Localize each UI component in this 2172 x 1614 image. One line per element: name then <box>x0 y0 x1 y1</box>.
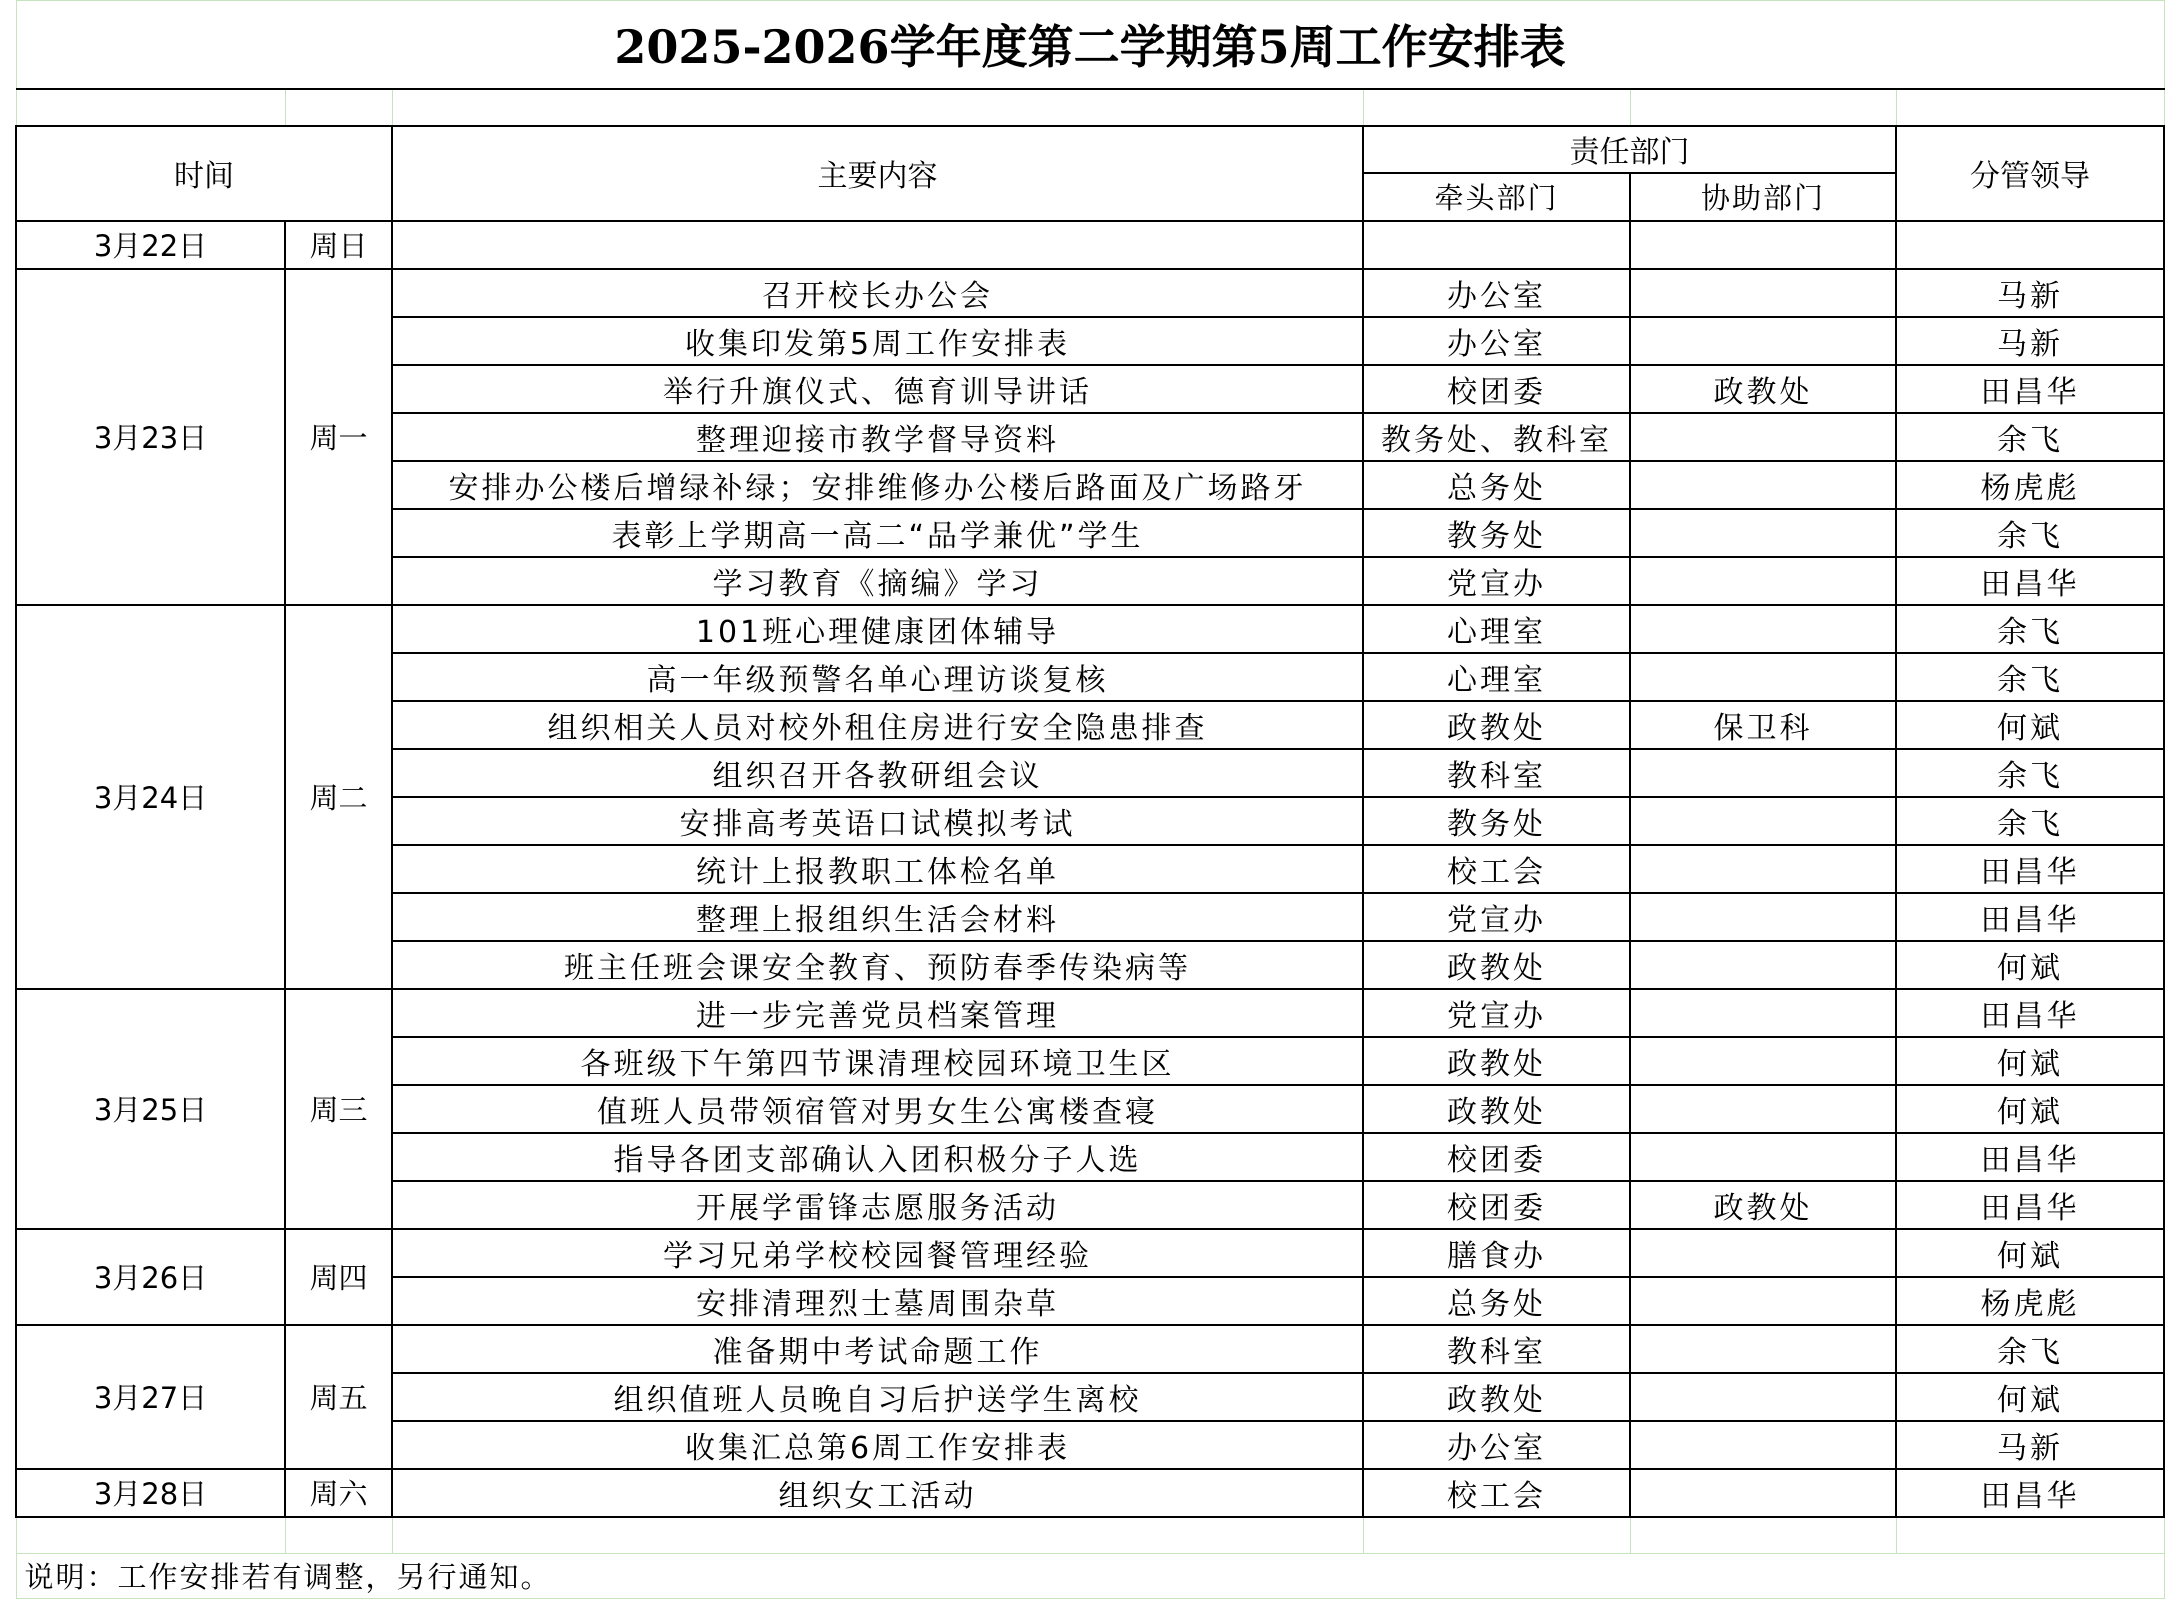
leader-cell[interactable]: 田昌华 <box>1896 845 2164 893</box>
content-cell[interactable]: 收集印发第5周工作安排表 <box>392 317 1363 365</box>
leader-cell[interactable]: 杨虎彪 <box>1896 1277 2164 1325</box>
schedule-row <box>16 1325 2164 1373</box>
weekday-cell[interactable]: 周一 <box>285 269 392 605</box>
date-cell[interactable]: 3月27日 <box>16 1325 285 1469</box>
empty-cell[interactable] <box>392 89 1363 126</box>
assist-dept-cell[interactable] <box>1630 1133 1896 1181</box>
content-cell[interactable]: 组织相关人员对校外租住房进行安全隐患排查 <box>392 701 1363 749</box>
header-leader: 分管领导 <box>1896 126 2164 221</box>
assist-dept-cell[interactable] <box>1630 509 1896 557</box>
content-cell[interactable]: 安排清理烈士墓周围杂草 <box>392 1277 1363 1325</box>
content-cell[interactable]: 召开校长办公会 <box>392 269 1363 317</box>
assist-dept-cell[interactable] <box>1630 845 1896 893</box>
lead-dept-cell[interactable]: 校团委 <box>1363 1133 1630 1181</box>
assist-dept-cell[interactable] <box>1630 749 1896 797</box>
content-cell[interactable]: 组织值班人员晚自习后护送学生离校 <box>392 1373 1363 1421</box>
weekday-cell[interactable]: 周三 <box>285 989 392 1229</box>
leader-cell[interactable]: 何斌 <box>1896 701 2164 749</box>
assist-dept-cell[interactable] <box>1630 1469 1896 1517</box>
lead-dept-cell[interactable]: 政教处 <box>1363 701 1630 749</box>
leader-cell[interactable]: 余飞 <box>1896 1325 2164 1373</box>
lead-dept-cell[interactable]: 党宣办 <box>1363 893 1630 941</box>
leader-cell[interactable]: 余飞 <box>1896 653 2164 701</box>
lead-dept-cell[interactable]: 总务处 <box>1363 461 1630 509</box>
empty-cell[interactable] <box>1630 1517 1896 1554</box>
assist-dept-cell[interactable] <box>1630 269 1896 317</box>
leader-cell[interactable]: 杨虎彪 <box>1896 461 2164 509</box>
content-cell[interactable]: 安排高考英语口试模拟考试 <box>392 797 1363 845</box>
leader-cell[interactable]: 田昌华 <box>1896 1469 2164 1517</box>
lead-dept-cell[interactable]: 教务处、教科室 <box>1363 413 1630 461</box>
content-cell[interactable]: 组织召开各教研组会议 <box>392 749 1363 797</box>
content-cell[interactable]: 准备期中考试命题工作 <box>392 1325 1363 1373</box>
leader-cell[interactable]: 田昌华 <box>1896 1181 2164 1229</box>
content-cell[interactable]: 值班人员带领宿管对男女生公寓楼查寝 <box>392 1085 1363 1133</box>
content-cell[interactable]: 统计上报教职工体检名单 <box>392 845 1363 893</box>
lead-dept-cell[interactable]: 教科室 <box>1363 1325 1630 1373</box>
content-cell[interactable]: 举行升旗仪式、德育训导讲话 <box>392 365 1363 413</box>
lead-dept-cell[interactable]: 总务处 <box>1363 1277 1630 1325</box>
date-cell[interactable]: 3月22日 <box>16 221 285 269</box>
date-cell[interactable]: 3月28日 <box>16 1469 285 1517</box>
content-cell[interactable]: 进一步完善党员档案管理 <box>392 989 1363 1037</box>
empty-cell[interactable] <box>392 1517 1363 1554</box>
content-cell[interactable]: 开展学雷锋志愿服务活动 <box>392 1181 1363 1229</box>
schedule-row <box>16 605 2164 653</box>
empty-cell[interactable] <box>1363 89 1630 126</box>
leader-cell[interactable]: 何斌 <box>1896 1037 2164 1085</box>
lead-dept-cell[interactable]: 校工会 <box>1363 845 1630 893</box>
lead-dept-cell[interactable]: 膳食办 <box>1363 1229 1630 1277</box>
leader-cell[interactable]: 田昌华 <box>1896 557 2164 605</box>
assist-dept-cell[interactable] <box>1630 893 1896 941</box>
leader-cell[interactable]: 余飞 <box>1896 797 2164 845</box>
assist-dept-cell[interactable] <box>1630 221 1896 269</box>
content-cell[interactable]: 指导各团支部确认入团积极分子人选 <box>392 1133 1363 1181</box>
date-cell[interactable]: 3月24日 <box>16 605 285 989</box>
schedule-row <box>16 989 2164 1037</box>
lead-dept-cell[interactable]: 办公室 <box>1363 317 1630 365</box>
schedule-row <box>16 269 2164 317</box>
leader-cell[interactable]: 余飞 <box>1896 413 2164 461</box>
lead-dept-cell[interactable]: 校团委 <box>1363 1181 1630 1229</box>
leader-cell[interactable]: 田昌华 <box>1896 1133 2164 1181</box>
lead-dept-cell[interactable]: 办公室 <box>1363 269 1630 317</box>
assist-dept-cell[interactable] <box>1630 1325 1896 1373</box>
lead-dept-cell[interactable]: 政教处 <box>1363 1085 1630 1133</box>
empty-cell[interactable] <box>1896 1517 2164 1554</box>
schedule-table <box>15 0 2165 1599</box>
assist-dept-cell[interactable] <box>1630 1085 1896 1133</box>
content-cell[interactable]: 班主任班会课安全教育、预防春季传染病等 <box>392 941 1363 989</box>
content-cell[interactable]: 整理上报组织生活会材料 <box>392 893 1363 941</box>
lead-dept-cell[interactable]: 心理室 <box>1363 605 1630 653</box>
lead-dept-cell[interactable]: 政教处 <box>1363 941 1630 989</box>
assist-dept-cell[interactable] <box>1630 1421 1896 1469</box>
lead-dept-cell[interactable] <box>1363 221 1630 269</box>
content-cell[interactable] <box>392 221 1363 269</box>
assist-dept-cell[interactable] <box>1630 989 1896 1037</box>
leader-cell[interactable]: 余飞 <box>1896 749 2164 797</box>
lead-dept-cell[interactable]: 心理室 <box>1363 653 1630 701</box>
assist-dept-cell[interactable] <box>1630 317 1896 365</box>
assist-dept-cell[interactable]: 保卫科 <box>1630 701 1896 749</box>
leader-cell[interactable]: 田昌华 <box>1896 365 2164 413</box>
assist-dept-cell[interactable] <box>1630 1229 1896 1277</box>
empty-cell[interactable] <box>16 1517 285 1554</box>
lead-dept-cell[interactable]: 党宣办 <box>1363 557 1630 605</box>
weekday-cell[interactable]: 周六 <box>285 1469 392 1517</box>
assist-dept-cell[interactable] <box>1630 413 1896 461</box>
leader-cell[interactable]: 何斌 <box>1896 1229 2164 1277</box>
leader-cell[interactable]: 何斌 <box>1896 1085 2164 1133</box>
content-cell[interactable]: 整理迎接市教学督导资料 <box>392 413 1363 461</box>
leader-cell[interactable]: 余飞 <box>1896 509 2164 557</box>
lead-dept-cell[interactable]: 党宣办 <box>1363 989 1630 1037</box>
schedule-row <box>16 1229 2164 1277</box>
content-cell[interactable]: 安排办公楼后增绿补绿；安排维修办公楼后路面及广场路牙 <box>392 461 1363 509</box>
assist-dept-cell[interactable] <box>1630 461 1896 509</box>
leader-cell[interactable]: 马新 <box>1896 269 2164 317</box>
assist-dept-cell[interactable] <box>1630 797 1896 845</box>
assist-dept-cell[interactable] <box>1630 1277 1896 1325</box>
header-time: 时间 <box>16 126 392 221</box>
header-assist-dept: 协助部门 <box>1630 173 1896 221</box>
lead-dept-cell[interactable]: 政教处 <box>1363 1037 1630 1085</box>
header-content: 主要内容 <box>392 126 1363 221</box>
assist-dept-cell[interactable] <box>1630 653 1896 701</box>
leader-cell[interactable]: 马新 <box>1896 317 2164 365</box>
assist-dept-cell[interactable] <box>1630 557 1896 605</box>
schedule-row <box>16 1469 2164 1517</box>
lead-dept-cell[interactable]: 教务处 <box>1363 797 1630 845</box>
leader-cell[interactable]: 余飞 <box>1896 605 2164 653</box>
assist-dept-cell[interactable] <box>1630 605 1896 653</box>
leader-cell[interactable]: 何斌 <box>1896 1373 2164 1421</box>
weekday-cell[interactable]: 周日 <box>285 221 392 269</box>
assist-dept-cell[interactable] <box>1630 1037 1896 1085</box>
header-responsible-dept: 责任部门 <box>1363 126 1896 173</box>
lead-dept-cell[interactable]: 教务处 <box>1363 509 1630 557</box>
weekday-cell[interactable]: 周五 <box>285 1325 392 1469</box>
empty-cell[interactable] <box>285 89 392 126</box>
content-cell[interactable]: 组织女工活动 <box>392 1469 1363 1517</box>
content-cell[interactable]: 各班级下午第四节课清理校园环境卫生区 <box>392 1037 1363 1085</box>
empty-cell[interactable] <box>1363 1517 1630 1554</box>
content-cell[interactable]: 学习教育《摘编》学习 <box>392 557 1363 605</box>
leader-cell[interactable]: 田昌华 <box>1896 989 2164 1037</box>
leader-cell[interactable]: 马新 <box>1896 1421 2164 1469</box>
content-cell[interactable]: 101班心理健康团体辅导 <box>392 605 1363 653</box>
content-cell[interactable]: 高一年级预警名单心理访谈复核 <box>392 653 1363 701</box>
empty-cell[interactable] <box>1896 89 2164 126</box>
lead-dept-cell[interactable]: 政教处 <box>1363 1373 1630 1421</box>
content-cell[interactable]: 收集汇总第6周工作安排表 <box>392 1421 1363 1469</box>
empty-cell[interactable] <box>285 1517 392 1554</box>
content-cell[interactable]: 学习兄弟学校校园餐管理经验 <box>392 1229 1363 1277</box>
empty-cell[interactable] <box>1630 89 1896 126</box>
assist-dept-cell[interactable]: 政教处 <box>1630 1181 1896 1229</box>
assist-dept-cell[interactable] <box>1630 1373 1896 1421</box>
leader-cell[interactable]: 田昌华 <box>1896 893 2164 941</box>
note-text: 说明：工作安排若有调整，另行通知。 <box>16 1553 2164 1598</box>
lead-dept-cell[interactable]: 教科室 <box>1363 749 1630 797</box>
header-lead-dept: 牵头部门 <box>1363 173 1630 221</box>
leader-cell[interactable] <box>1896 221 2164 269</box>
empty-cell[interactable] <box>16 89 285 126</box>
date-cell[interactable]: 3月26日 <box>16 1229 285 1325</box>
lead-dept-cell[interactable]: 办公室 <box>1363 1421 1630 1469</box>
schedule-row <box>16 221 2164 269</box>
lead-dept-cell[interactable]: 校团委 <box>1363 365 1630 413</box>
content-cell[interactable]: 表彰上学期高一高二“品学兼优”学生 <box>392 509 1363 557</box>
leader-cell[interactable]: 何斌 <box>1896 941 2164 989</box>
assist-dept-cell[interactable]: 政教处 <box>1630 365 1896 413</box>
lead-dept-cell[interactable]: 校工会 <box>1363 1469 1630 1517</box>
assist-dept-cell[interactable] <box>1630 941 1896 989</box>
date-cell[interactable]: 3月25日 <box>16 989 285 1229</box>
weekday-cell[interactable]: 周四 <box>285 1229 392 1325</box>
sheet-title: 2025-2026学年度第二学期第5周工作安排表 <box>16 1 2164 89</box>
weekday-cell[interactable]: 周二 <box>285 605 392 989</box>
date-cell[interactable]: 3月23日 <box>16 269 285 605</box>
